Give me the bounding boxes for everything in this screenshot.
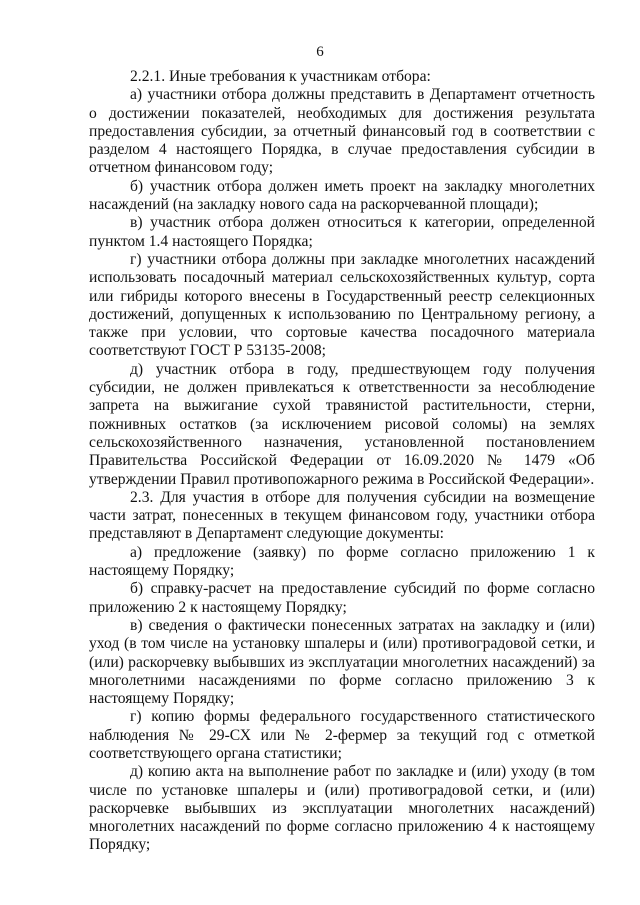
requirement-g: г) участники отбора должны при закладке многолетних насаждений использовать посадочный материал сельскохозяйственных культур, сорта или гибриды которого внесены в Государственный реестр селекционных достижений, допущенных к использованию по Центральному региону, а также при условии, что сортовые качества посадочного материала соответствуют ГОСТ Р 53135-2008; — [89, 250, 595, 360]
section-2-3-intro: 2.3. Для участия в отборе для получения субсидии на возмещение части затрат, понесенных в текущем финансовом году, участники отбора представляют в Департамент следующие документы: — [89, 488, 595, 543]
document-b: б) справку-расчет на предоставление субсидий по форме согласно приложению 2 к настоящему Порядку; — [89, 580, 595, 616]
requirement-b: б) участник отбора должен иметь проект на закладку многолетних насаждений (на закладку нового сада на раскорчеванной площади); — [89, 177, 595, 214]
document-g: г) копию формы федерального государственного статистического наблюдения № 29-СХ или № 2-фермер за текущий год с отметкой соответствующего органа статистики; — [89, 708, 595, 762]
document-body — [89, 68, 595, 855]
requirement-d: д) участник отбора в году, предшествующем году получения субсидии, не должен привлекаться к ответственности за несоблюдение запрета на выжигание сухой травянистой растительности, стерни, пожнивных остатков (за исключением рисовой соломы) на землях сельскохозяйственного назначения, установленной постановлением Правительства Российской Федерации от 16.09.2020 № 1479 «Об утверждении Правил противопожарного режима в Российской Федерации». — [89, 360, 595, 488]
document-v: в) сведения о фактически понесенных затратах на закладку и (или) уход (в том числе на установку шпалеры и (или) противоградовой сетки, и (или) раскорчевку выбывших из эксплуатации многолетних насаждений) за многолетними насаждениями по форме согласно приложению 3 к настоящему Порядку; — [89, 616, 595, 708]
page-number: 6 — [316, 44, 324, 60]
section-2-2-1-heading: 2.2.1. Иные требования к участникам отбора: — [130, 68, 431, 85]
document-d: д) копию акта на выполнение работ по закладке и (или) уходу (в том числе по установке шпалеры и (или) противоградовой сетки, и (или) раскорчевке выбывших из эксплуатации многолетних насаждений) многолетних насаждений по форме согласно приложению 4 к настоящему Порядку; — [89, 763, 595, 854]
document-a: а) предложение (заявку) по форме согласно приложению 1 к настоящему Порядку; — [89, 543, 595, 580]
requirement-a: а) участники отбора должны представить в Департамент отчетность о достижении показателей, необходимых для достижения результата предоставления субсидии, за отчетный финансовый год в соответствии с разделом 4 настоящего Порядка, в случае предоставления субсидии в отчетном финансовом году; — [89, 86, 595, 177]
requirement-v: в) участник отбора должен относиться к категории, определенной пунктом 1.4 настоящего Порядка; — [89, 214, 595, 250]
